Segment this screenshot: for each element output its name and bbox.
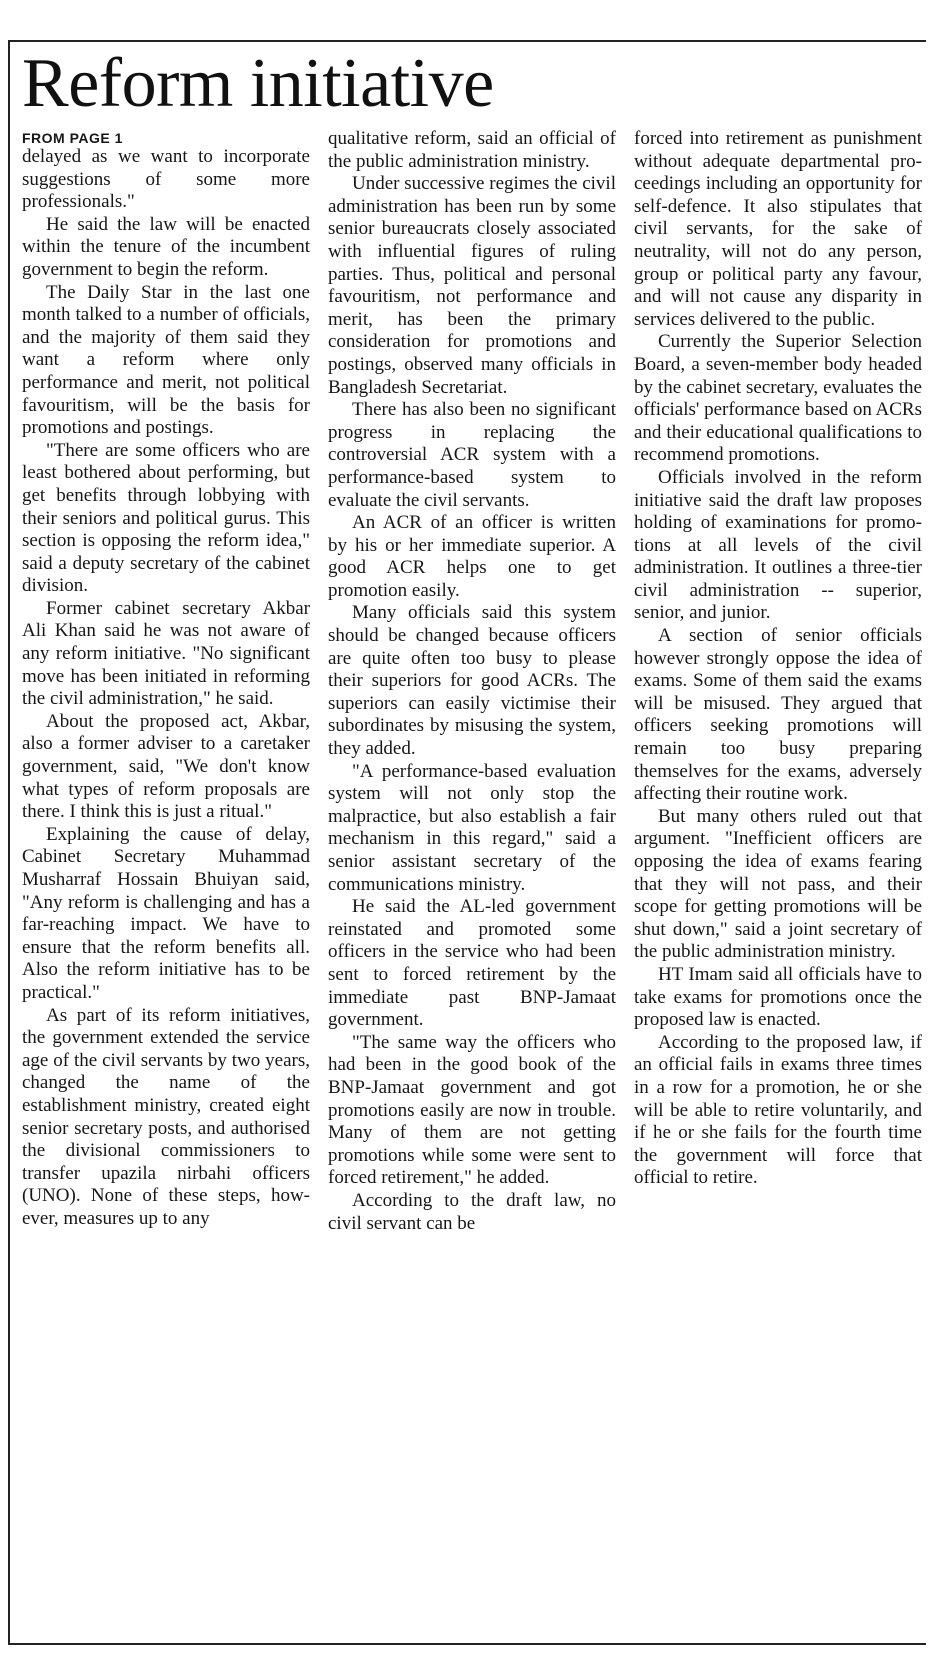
- column-2: [328, 128, 616, 1638]
- paragraph: delayed as we want to incorporate suggestions of some more professionals.": [22, 146, 310, 213]
- paragraph: qualitative reform, said an official of the public administration ministry.: [328, 128, 616, 172]
- paragraph: As part of its reform initiatives, the government extended the service age of the civil servants by two years, changed the name of the establishment ministry, created eight senior secretary posts, and authorised the divisional commissioners to transfer upazila nirbahi officers (UNO). None of these steps, however, measures up to any: [22, 1004, 310, 1229]
- bottom-border-rule: [8, 1643, 926, 1645]
- paragraph: forced into retirement as punishment without adequate departmental proceedings including an opportunity for self-defence. It also stipulates that civil servants, for the sake of neutrality, will not do any person, group or political party any favour, and will not cause any disparity in services delivered to the public.: [634, 128, 922, 330]
- paragraph: The Daily Star in the last one month talked to a number of officials, and the majority of them said they want a reform where only performance and merit, not political favouritism, will be the basis for promotions and postings.: [22, 281, 310, 439]
- paragraph: A section of senior officials however strongly oppose the idea of exams. Some of them said the exams will be misused. They argued that officers seeking promotions will remain too busy preparing themselves for the exams, adversely affecting their routine work.: [634, 625, 922, 805]
- column-3: [634, 128, 922, 1638]
- left-border-rule: [8, 40, 10, 1645]
- paragraph: "A performance-based evaluation system will not only stop the malpractice, but also establish a fair mechanism in this regard," said a senior assistant secretary of the communications ministry.: [328, 760, 616, 895]
- paragraph: Currently the Superior Selection Board, a seven-member body headed by the cabinet secretary, evaluates the officials' performance based on ACRs and their educational qualifications to recommend promotions.: [634, 331, 922, 466]
- kicker-from-page: FROM PAGE 1: [22, 130, 123, 146]
- paragraph: Explaining the cause of delay, Cabinet Secretary Muhammad Musharraf Hossain Bhuiyan said, "Any reform is challenging and has a far-reaching impact. We have to ensure that the reform benefits all. Also the reform initiative has to be practical.": [22, 823, 310, 1003]
- paragraph: "The same way the officers who had been in the good book of the BNP-Jamaat government and got promotions easily are now in trouble. Many of them are not getting promotions while some were sent to forced retirement," he added.: [328, 1031, 616, 1189]
- paragraph: According to the draft law, no civil servant can be: [328, 1189, 616, 1234]
- paragraph: He said the law will be enacted within the tenure of the incumbent government to begin the reform.: [22, 213, 310, 280]
- top-border-rule: [8, 40, 926, 42]
- paragraph: "There are some officers who are least bothered about performing, but get benefits through lobbying with their seniors and political gurus. This section is opposing the reform idea," said a deputy secretary of the cabinet division.: [22, 439, 310, 597]
- paragraph: Former cabinet secretary Akbar Ali Khan said he was not aware of any reform initiative. "No significant move has been initiated in reforming the civil administration," he said.: [22, 597, 310, 710]
- paragraph: HT Imam said all officials have to take exams for promotions once the proposed law is enacted.: [634, 963, 922, 1031]
- paragraph: He said the AL-led government reinstated and promoted some officers in the service who had been sent to forced retirement by the immediate past BNP-Jamaat government.: [328, 896, 616, 1031]
- paragraph: Many officials said this system should be changed because officers are quite often too busy to please their superiors for good ACRs. The superiors can easily victimise their subordinates by misusing the system, they added.: [328, 602, 616, 760]
- headline: Reform initiative: [22, 45, 494, 122]
- article-body: [22, 128, 922, 1638]
- paragraph: Officials involved in the reform initiative said the draft law proposes holding of examinations for promotions at all levels of the civil administration. It outlines a three-tier civil administration -- superior, senior, and junior.: [634, 466, 922, 624]
- paragraph: But many others ruled out that argument. "Inefficient officers are opposing the idea of exams fearing that they will not pass, and their scope for getting promotions will be shut down," said a joint secretary of the public administration ministry.: [634, 805, 922, 963]
- paragraph: About the proposed act, Akbar, also a former adviser to a caretaker government, said, "We don't know what types of reform proposals are there. I think this is just a ritual.": [22, 710, 310, 823]
- paragraph: There has also been no significant progress in replacing the controversial ACR system with a performance-based system to evaluate the civil servants.: [328, 399, 616, 511]
- paragraph: An ACR of an officer is written by his or her immediate superior. A good ACR helps one to get promotion easily.: [328, 512, 616, 601]
- paragraph: Under successive regimes the civil administration has been run by some senior bureaucrats closely associated with influential figures of ruling parties. Thus, political and personal favouritism, not performance and merit, has been the primary consideration for promotions and postings, observed many officials in Bangladesh Secretariat.: [328, 173, 616, 398]
- column-1: [22, 128, 310, 1638]
- paragraph: According to the proposed law, if an official fails in exams three times in a row for a promotion, he or she will be able to retire voluntarily, and if he or she fails for the fourth time the government will force that official to retire.: [634, 1031, 922, 1189]
